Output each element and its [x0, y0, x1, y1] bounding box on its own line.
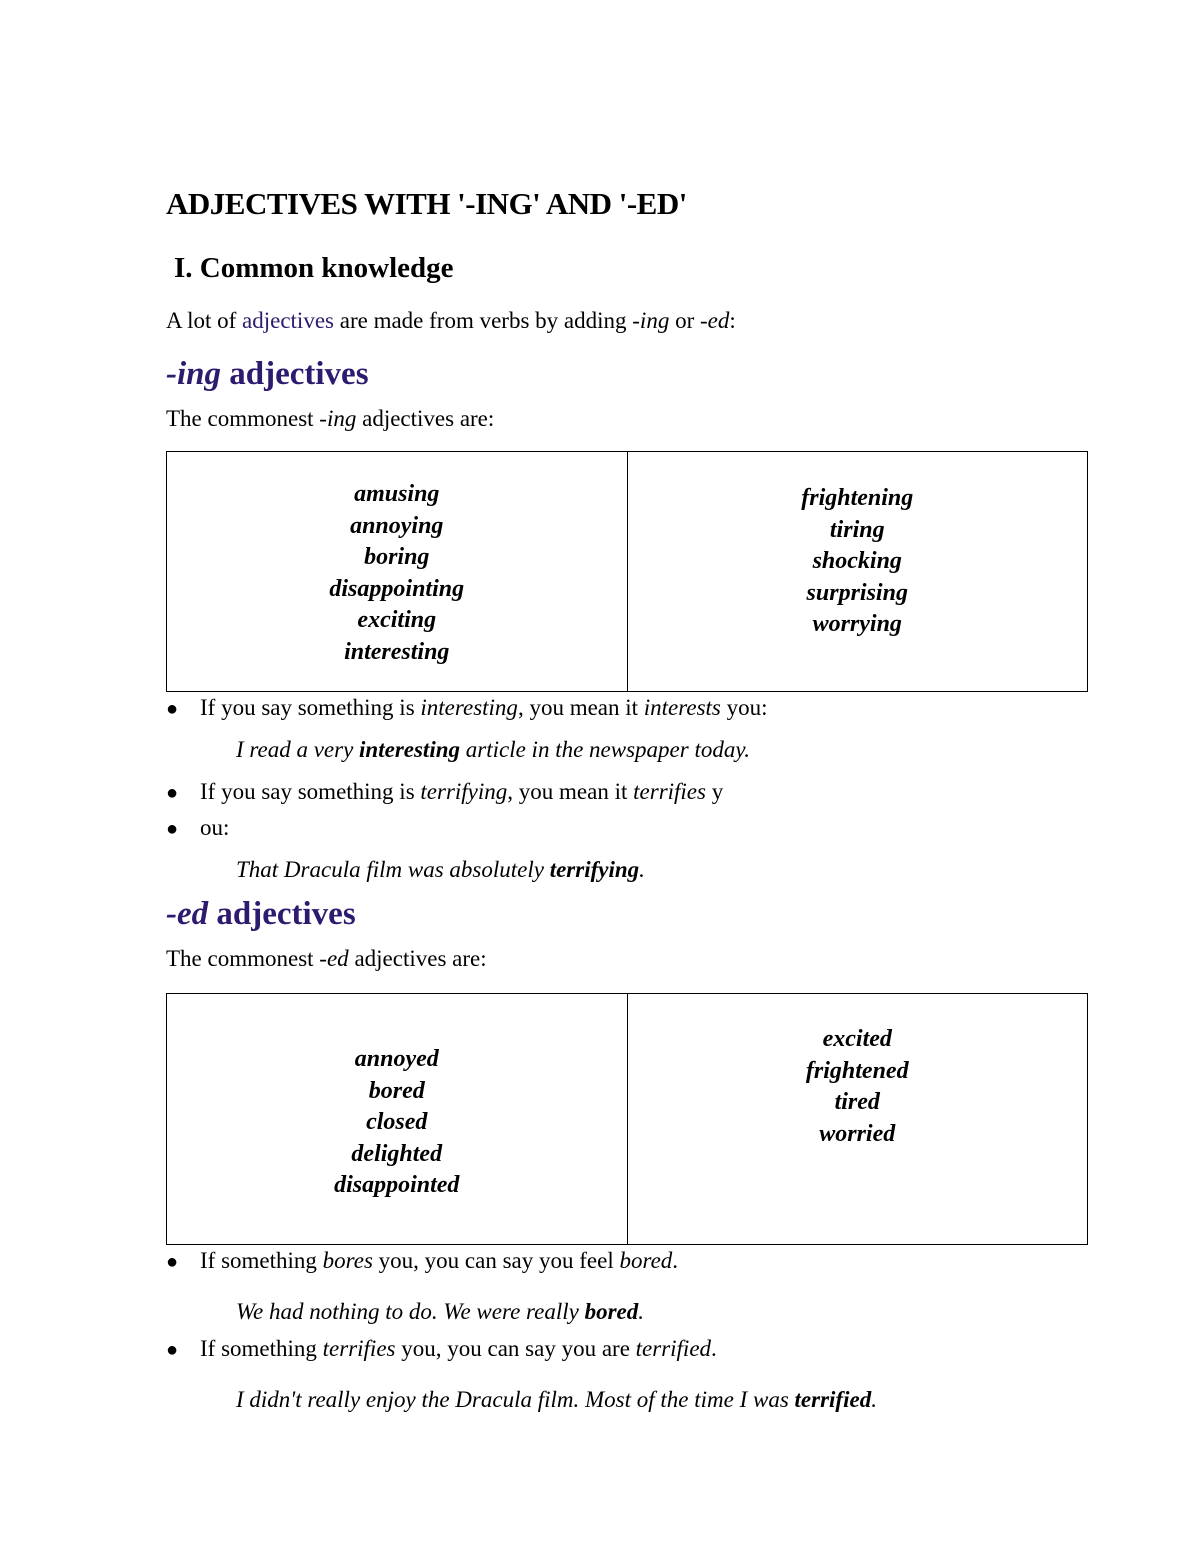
bullet-item: ● If you say something is terrifying, you mean it terrifies y — [166, 779, 724, 804]
table-word: shocking — [812, 548, 902, 575]
table-word: excited — [822, 1026, 892, 1052]
ing-adjectives-table — [166, 451, 1088, 692]
table-word: annoyed — [354, 1046, 439, 1072]
intro-paragraph: A lot of adjectives are made from verbs by adding -ing or -ed: — [166, 308, 736, 333]
table-word: closed — [366, 1109, 428, 1136]
ed-lead: The commonest -ed adjectives are: — [166, 946, 487, 971]
table-word: exciting — [357, 607, 437, 634]
table-word: frightened — [805, 1057, 909, 1084]
bullet-item: ● If something bores you, you can say you feel bored. — [166, 1248, 679, 1273]
bullet-item: ● If you say something is interesting, you mean it interests you: — [166, 695, 768, 720]
ing-table-col-2 — [627, 452, 1088, 691]
ed-table-col-1 — [167, 994, 627, 1244]
table-word: boring — [364, 544, 430, 571]
ing-table-col-1 — [167, 452, 627, 691]
document-title: ADJECTIVES WITH '-ING' AND '-ED' — [166, 186, 687, 221]
bullet-icon: ● — [166, 818, 179, 840]
table-word: disappointed — [334, 1172, 460, 1199]
example-sentence: I didn't really enjoy the Dracula film. Most of the time I was terrified. — [236, 1387, 877, 1412]
table-word: annoying — [350, 512, 444, 539]
bullet-item: ● ou: — [166, 815, 230, 840]
example-sentence: I read a very interesting article in the newspaper today. — [236, 737, 751, 762]
table-word: worried — [819, 1120, 896, 1147]
table-word: delighted — [351, 1140, 443, 1167]
table-word: disappointing — [329, 575, 465, 602]
table-word: worrying — [812, 611, 902, 638]
table-word: interesting — [344, 638, 450, 665]
bullet-icon: ● — [166, 782, 179, 804]
ing-heading: -ing adjectives — [166, 356, 369, 392]
ing-lead: The commonest -ing adjectives are: — [166, 406, 495, 431]
bullet-icon: ● — [166, 698, 179, 720]
example-sentence: We had nothing to do. We were really bored. — [236, 1299, 645, 1324]
ed-table-col-2 — [627, 994, 1088, 1244]
bullet-icon: ● — [166, 1251, 179, 1273]
table-word: tiring — [829, 516, 885, 543]
bullet-icon: ● — [166, 1339, 179, 1361]
table-word: frightening — [801, 485, 914, 511]
table-word: tired — [834, 1089, 880, 1116]
table-word: amusing — [354, 481, 440, 507]
adjectives-link[interactable]: adjectives — [242, 308, 334, 333]
ed-adjectives-table — [166, 993, 1088, 1245]
table-word: surprising — [806, 579, 908, 606]
table-word: bored — [368, 1077, 425, 1104]
bullet-item: ● If something terrifies you, you can say you are terrified. — [166, 1336, 717, 1361]
ed-heading: -ed adjectives — [166, 896, 356, 932]
section-heading: I. Common knowledge — [174, 252, 454, 284]
example-sentence: That Dracula film was absolutely terrifying. — [236, 857, 645, 882]
